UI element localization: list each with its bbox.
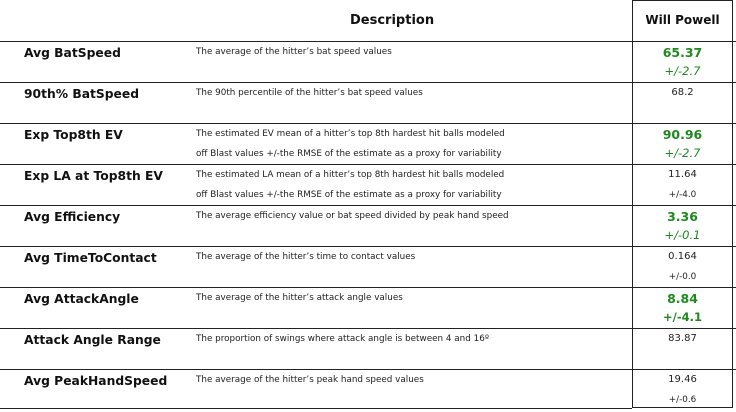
table-row xyxy=(0,328,736,369)
metric-name: Avg AttackAngle xyxy=(24,292,139,306)
metric-error: +/-0.6 xyxy=(668,395,697,405)
metric-error: +/-2.7 xyxy=(664,146,701,160)
metric-description: The average efficiency value or bat speed divided by peak hand speed xyxy=(196,211,509,221)
metric-error: +/-2.7 xyxy=(664,64,701,78)
metric-name: 90th% BatSpeed xyxy=(24,87,140,101)
metric-description: The estimated EV mean of a hitter’s top 8th hardest hit balls modeled xyxy=(196,129,505,139)
table-row xyxy=(0,164,736,205)
table-row xyxy=(0,369,736,410)
metric-error: +/-4.0 xyxy=(668,190,697,200)
metric-description: The proportion of swings where attack angle is between 4 and 16º xyxy=(196,334,489,344)
metric-description-cont: off Blast values +/-the RMSE of the estimate as a proxy for variability xyxy=(196,190,502,200)
metric-value: 19.46 xyxy=(668,374,697,385)
metric-error: +/-0.0 xyxy=(668,272,697,282)
metric-value: 3.36 xyxy=(667,209,698,224)
metrics-table xyxy=(0,41,736,410)
metric-name: Avg BatSpeed xyxy=(24,46,121,60)
metric-name: Avg Efficiency xyxy=(24,210,121,224)
metric-description: The average of the hitter’s bat speed values xyxy=(196,47,392,57)
metric-description-cont: off Blast values +/-the RMSE of the estimate as a proxy for variability xyxy=(196,149,502,159)
metric-value: 0.164 xyxy=(668,251,697,262)
metric-value: 83.87 xyxy=(668,333,697,344)
table-row xyxy=(0,123,736,164)
metric-name: Avg TimeToContact xyxy=(24,251,157,265)
metric-value: 8.84 xyxy=(667,291,698,306)
metric-name: Exp Top8th EV xyxy=(24,128,123,142)
player-name-header: Will Powell xyxy=(645,13,720,27)
metric-description: The average of the hitter’s attack angle values xyxy=(196,293,403,303)
table-row xyxy=(0,246,736,287)
metric-description: The estimated LA mean of a hitter’s top 8th hardest hit balls modeled xyxy=(196,170,505,180)
metric-error: +/-4.1 xyxy=(663,310,702,324)
metric-name: Exp LA at Top8th EV xyxy=(24,169,163,183)
table-row xyxy=(0,82,736,123)
table-row xyxy=(0,287,736,328)
table-row xyxy=(0,41,736,82)
table-bottom-border xyxy=(0,408,632,409)
metric-description: The average of the hitter’s peak hand speed values xyxy=(196,375,424,385)
metric-name: Avg PeakHandSpeed xyxy=(24,374,168,388)
table-row xyxy=(0,205,736,246)
metric-value: 68.2 xyxy=(671,87,694,98)
metric-value: 65.37 xyxy=(662,45,703,60)
metric-description: The 90th percentile of the hitter’s bat speed values xyxy=(196,88,423,98)
metric-value: 11.64 xyxy=(668,169,697,180)
description-header: Description xyxy=(350,13,435,28)
metric-name: Attack Angle Range xyxy=(24,333,161,347)
table-header xyxy=(0,0,736,41)
metric-value: 90.96 xyxy=(662,127,703,142)
metric-error: +/-0.1 xyxy=(664,228,701,242)
metric-description: The average of the hitter’s time to contact values xyxy=(196,252,416,262)
